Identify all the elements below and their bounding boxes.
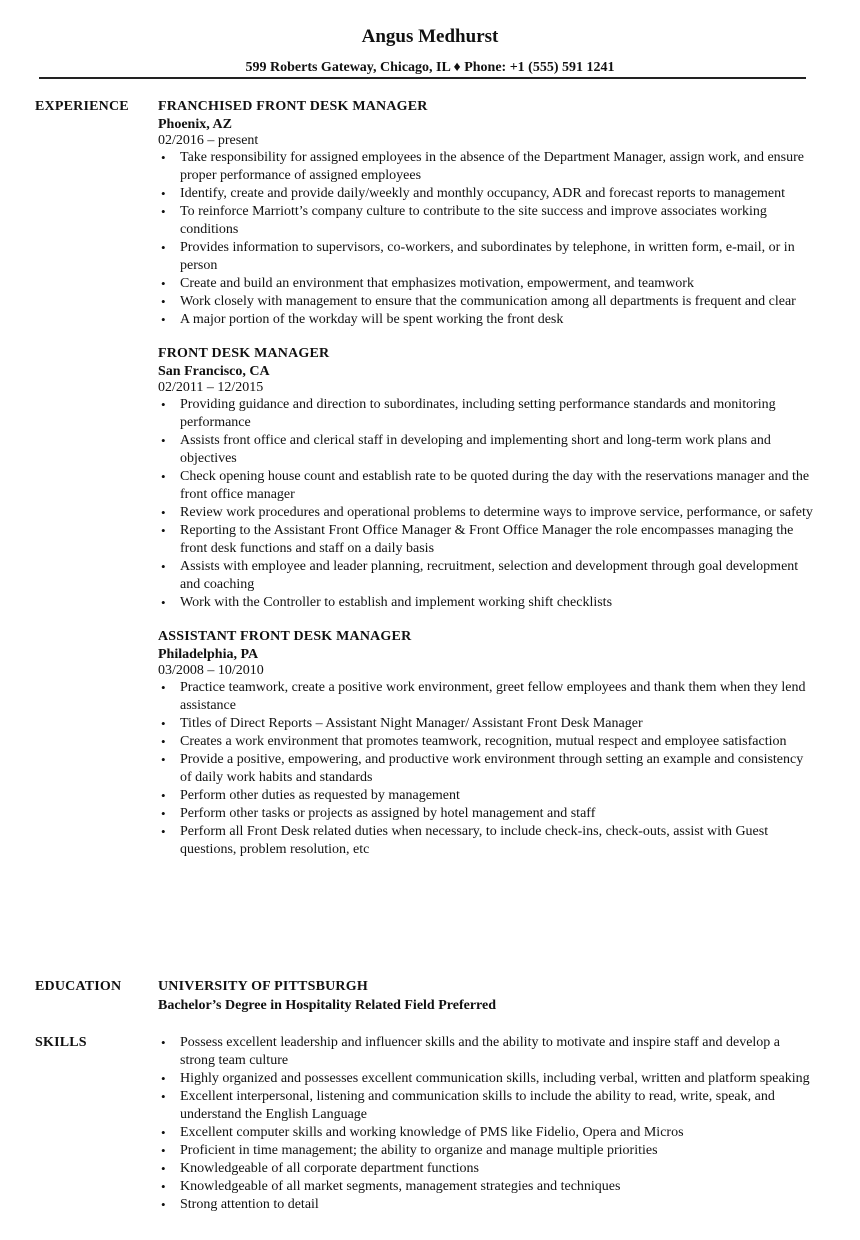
list-item: • Work closely with management to ensure that the communication among all departments is frequent and clear — [158, 293, 818, 311]
job-location: Philadelphia, PA — [158, 647, 259, 662]
contact-line: 599 Roberts Gateway, Chicago, IL ♦ Phone: +1 (555) 591 1241 — [245, 60, 615, 75]
job-bullets — [158, 396, 818, 612]
list-item: • Take responsibility for assigned employees in the absence of the Department Manager, assign work, and ensure proper performance of assigned employees — [158, 149, 818, 185]
list-item: • Provide a positive, empowering, and productive work environment through setting an example and consistency of daily work habits and standards — [158, 751, 818, 787]
job-title: FRONT DESK MANAGER — [158, 346, 330, 361]
job-location: Phoenix, AZ — [158, 117, 232, 132]
header-divider — [39, 77, 806, 79]
job-title: FRANCHISED FRONT DESK MANAGER — [158, 99, 428, 114]
job-dates: 02/2016 – present — [158, 133, 259, 148]
candidate-name: Angus Medhurst — [361, 26, 499, 47]
list-item: • Assists front office and clerical staff in developing and implementing short and long-term work plans and objectives — [158, 432, 818, 468]
list-item: • Identify, create and provide daily/weekly and monthly occupancy, ADR and forecast reports to management — [158, 185, 818, 203]
section-label-skills: SKILLS — [35, 1035, 87, 1050]
list-item: • Excellent interpersonal, listening and communication skills to include the ability to read, write, speak, and understand the English Language — [158, 1088, 818, 1124]
list-item: • Strong attention to detail — [158, 1196, 818, 1214]
education-body — [158, 978, 818, 1015]
list-item: • Perform other duties as requested by management — [158, 787, 818, 805]
job-entry — [158, 628, 818, 859]
list-item: • Creates a work environment that promotes teamwork, recognition, mutual respect and employee satisfaction — [158, 733, 818, 751]
list-item: • Practice teamwork, create a positive work environment, greet fellow employees and thank them when they lend assistance — [158, 679, 818, 715]
list-item: • Reporting to the Assistant Front Office Manager & Front Office Manager the role encompasses managing the front desk functions and staff on a daily basis — [158, 522, 818, 558]
job-dates: 03/2008 – 10/2010 — [158, 663, 264, 678]
job-bullets — [158, 679, 818, 859]
job-bullets — [158, 149, 818, 329]
list-item: • Review work procedures and operational problems to determine ways to improve service, performance, or safety — [158, 504, 818, 522]
list-item: • Create and build an environment that emphasizes motivation, empowerment, and teamwork — [158, 275, 818, 293]
list-item: • Perform other tasks or projects as assigned by hotel management and staff — [158, 805, 818, 823]
job-dates: 02/2011 – 12/2015 — [158, 380, 264, 395]
skills-bullets — [158, 1034, 818, 1214]
education-degree: Bachelor’s Degree in Hospitality Related Field Preferred — [158, 998, 496, 1013]
list-item: • Check opening house count and establish rate to be quoted during the day with the reservations manager and the front office manager — [158, 468, 818, 504]
list-item: • Possess excellent leadership and influencer skills and the ability to motivate and inspire staff and develop a strong team culture — [158, 1034, 818, 1070]
list-item: • Providing guidance and direction to subordinates, including setting performance standards and monitoring performance — [158, 396, 818, 432]
list-item: • A major portion of the workday will be spent working the front desk — [158, 311, 818, 329]
list-item: • Knowledgeable of all corporate department functions — [158, 1160, 818, 1178]
list-item: • Work with the Controller to establish and implement working shift checklists — [158, 594, 818, 612]
job-entry — [158, 98, 818, 329]
list-item: • Knowledgeable of all market segments, management strategies and techniques — [158, 1178, 818, 1196]
education-school: UNIVERSITY OF PITTSBURGH — [158, 979, 368, 994]
job-location: San Francisco, CA — [158, 364, 270, 379]
section-label-education: EDUCATION — [35, 979, 122, 994]
job-title: ASSISTANT FRONT DESK MANAGER — [158, 629, 412, 644]
list-item: • Titles of Direct Reports – Assistant Night Manager/ Assistant Front Desk Manager — [158, 715, 818, 733]
list-item: • Assists with employee and leader planning, recruitment, selection and development through goal development and coaching — [158, 558, 818, 594]
list-item: • Provides information to supervisors, co-workers, and subordinates by telephone, in written form, e-mail, or in person — [158, 239, 818, 275]
list-item: • To reinforce Marriott’s company culture to contribute to the site success and improve associates working conditions — [158, 203, 818, 239]
list-item: • Highly organized and possesses excellent communication skills, including verbal, written and platform speaking — [158, 1070, 818, 1088]
list-item: • Proficient in time management; the ability to organize and manage multiple priorities — [158, 1142, 818, 1160]
list-item: • Perform all Front Desk related duties when necessary, to include check-ins, check-outs, assist with Guest questions, problem resolution, etc — [158, 823, 818, 859]
list-item: • Excellent computer skills and working knowledge of PMS like Fidelio, Opera and Micros — [158, 1124, 818, 1142]
job-entry — [158, 345, 818, 612]
skills-body — [158, 1034, 818, 1214]
experience-list — [158, 98, 818, 875]
section-label-experience: EXPERIENCE — [35, 99, 129, 114]
